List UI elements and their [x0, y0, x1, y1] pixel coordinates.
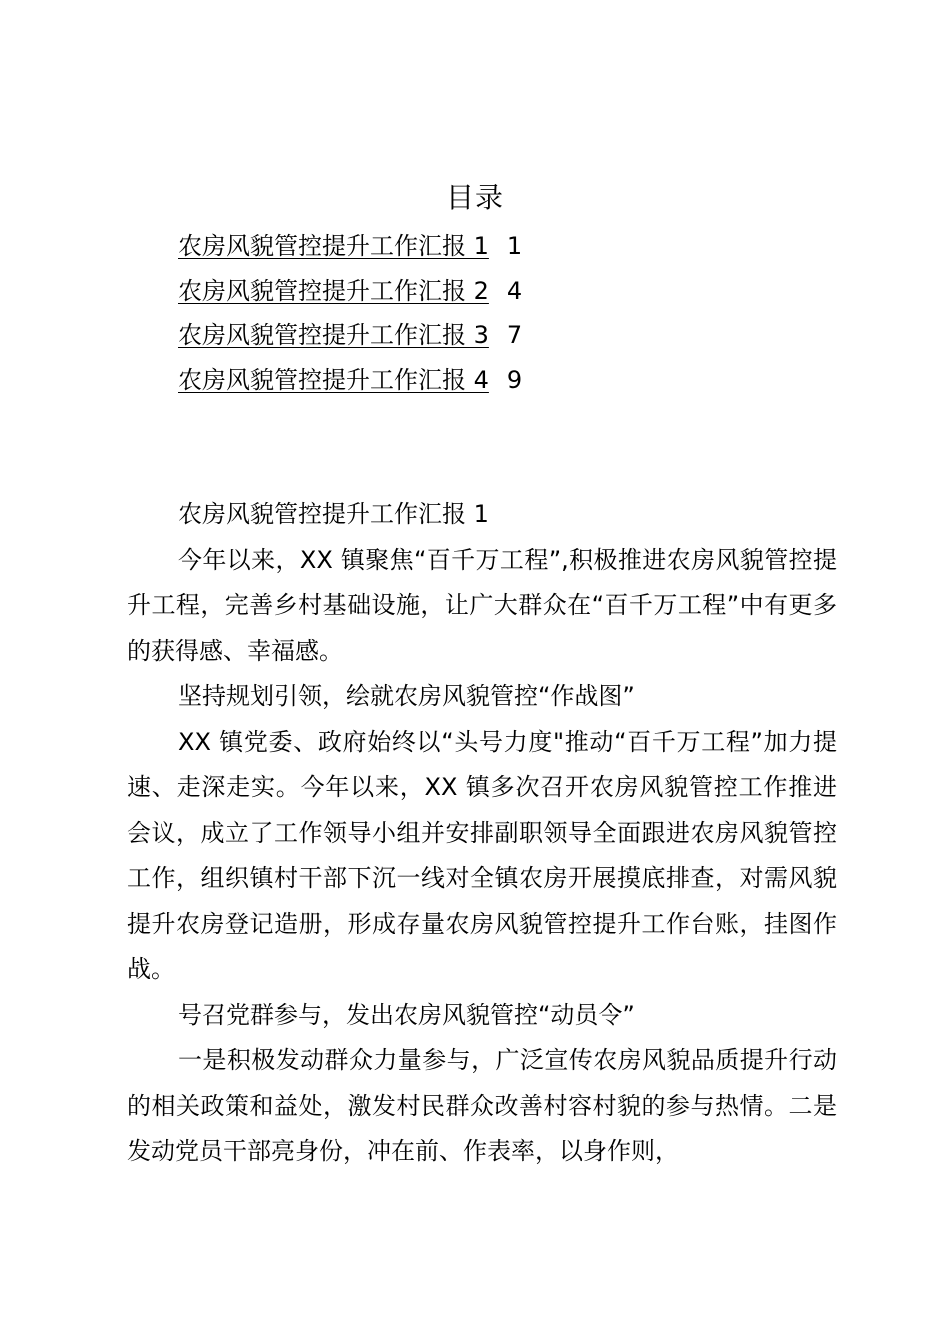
paragraph-mobilization: 一是积极发动群众力量参与，广泛宣传农房风貌品质提升行动的相关政策和益处，激发村民群众改善村容村貌的参与热情。二是发动党员干部亮身份，冲在前、作表率，以身作则，: [127, 1046, 837, 1165]
toc-link-2[interactable]: [178, 269, 522, 314]
toc-entry-1: [178, 224, 522, 269]
toc-entry-text: 农房风貌管控提升工作汇报 3: [178, 321, 489, 349]
toc-title: 目录: [445, 181, 504, 214]
toc-entry-4: [178, 358, 522, 403]
table-of-contents: [178, 224, 522, 402]
toc-entry-text: 农房风貌管控提升工作汇报 1: [178, 232, 489, 260]
toc-link-4[interactable]: [178, 358, 522, 403]
toc-entry-page: 1: [506, 232, 523, 260]
subheading-planning: 坚持规划引领，绘就农房风貌管控“作战图”: [178, 682, 635, 710]
paragraph-planning: XX 镇党委、政府始终以“头号力度"推动“百千万工程”加力提速、走深走实。今年以来，XX 镇多次召开农房风貌管控工作推进会议，成立了工作领导小组并安排副职领导全面跟进农房风貌管控工作，组织镇村干部下沉一线对全镇农房开展摸底排查，对需风貌提升农房登记造册，形成存量农房风貌管控提升工作台账，挂图作战。: [127, 727, 837, 983]
toc-entry-text: 农房风貌管控提升工作汇报 4: [178, 365, 489, 394]
toc-entry-3: [178, 313, 522, 358]
toc-entry-page: 7: [506, 321, 523, 349]
intro-paragraph: 今年以来，XX 镇聚焦“百千万工程”,积极推进农房风貌管控提升工程，完善乡村基础设施，让广大群众在“百千万工程”中有更多的获得感、幸福感。: [127, 545, 837, 665]
toc-entry-page: 9: [506, 365, 523, 394]
toc-link-3[interactable]: [178, 313, 522, 358]
subheading-mobilization: 号召党群参与，发出农房风貌管控“动员令”: [178, 1000, 635, 1029]
toc-link-1[interactable]: [178, 224, 522, 269]
toc-entry-page: 4: [506, 276, 523, 305]
section-title: 农房风貌管控提升工作汇报 1: [178, 500, 489, 528]
document-body: [127, 492, 837, 1175]
toc-entry-2: [178, 269, 522, 314]
toc-entry-text: 农房风貌管控提升工作汇报 2: [178, 276, 489, 305]
